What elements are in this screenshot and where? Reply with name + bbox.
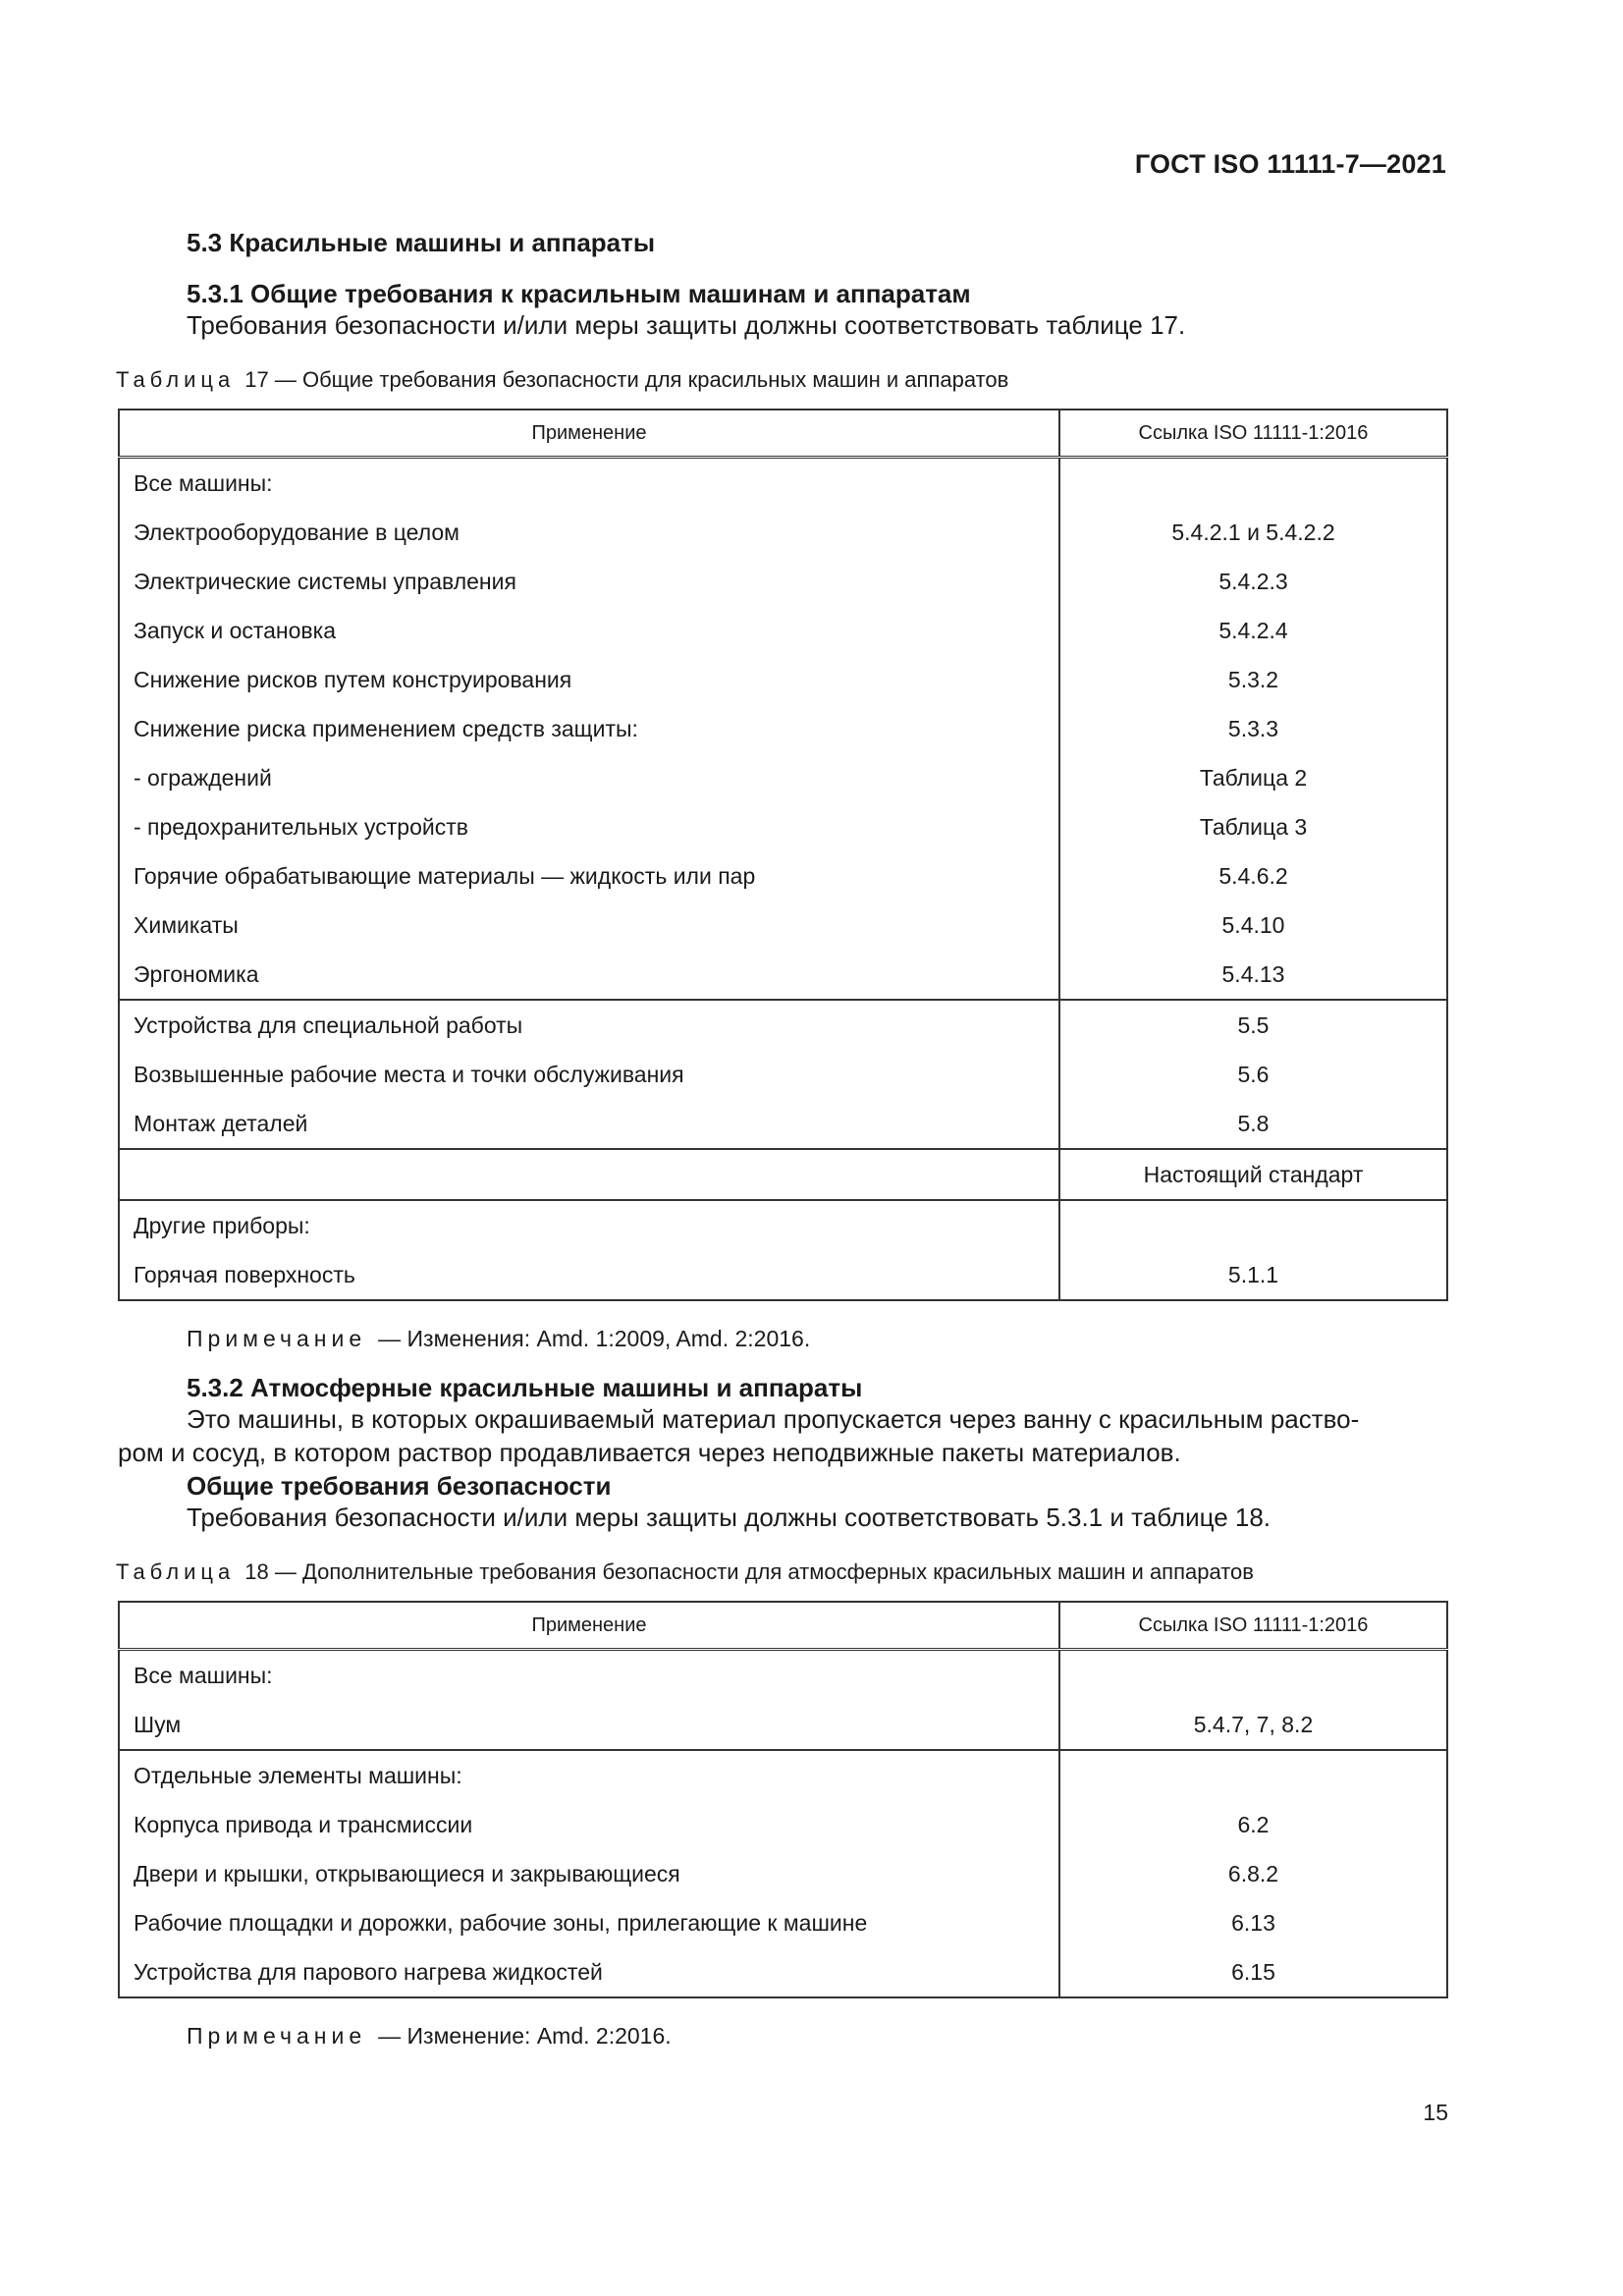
table18-caption bbox=[116, 1559, 1254, 1585]
cell-reference: 6.13 bbox=[1059, 1898, 1447, 1947]
cell-reference: 5.4.2.4 bbox=[1059, 606, 1447, 655]
cell-application: Устройства для специальной работы bbox=[119, 1000, 1059, 1050]
table17-caption-text: 17 — Общие требования безопасности для красильных машин и аппаратов bbox=[244, 367, 1009, 392]
table-row bbox=[119, 458, 1447, 509]
subsection-title-5-3-1: 5.3.1 Общие требования к красильным машинам и аппаратам bbox=[187, 279, 971, 308]
table18-note bbox=[187, 2023, 672, 2050]
subsection-text-5-3-1: Требования безопасности и/или меры защиты должны соответствовать таблице 17. bbox=[187, 310, 1186, 340]
table-row bbox=[119, 1149, 1447, 1200]
cell-application: Горячие обрабатывающие материалы — жидкость или пар bbox=[119, 851, 1059, 901]
cell-reference bbox=[1059, 1650, 1447, 1701]
cell-reference: 5.4.10 bbox=[1059, 901, 1447, 950]
cell-application: Монтаж деталей bbox=[119, 1099, 1059, 1149]
cell-application: Электрические системы управления bbox=[119, 557, 1059, 606]
cell-application: Возвышенные рабочие места и точки обслуживания bbox=[119, 1050, 1059, 1099]
cell-application: Снижение риска применением средств защиты: bbox=[119, 704, 1059, 753]
cell-application: Запуск и остановка bbox=[119, 606, 1059, 655]
cell-application: - ограждений bbox=[119, 753, 1059, 802]
cell-reference: 5.4.2.3 bbox=[1059, 557, 1447, 606]
table-row bbox=[119, 851, 1447, 901]
table-row bbox=[119, 1200, 1447, 1250]
table-row bbox=[119, 1050, 1447, 1099]
cell-reference bbox=[1059, 458, 1447, 509]
table-row bbox=[119, 1099, 1447, 1149]
table-row bbox=[119, 1898, 1447, 1947]
safety-requirements-text: Требования безопасности и/или меры защиты должны соответствовать 5.3.1 и таблице 18. bbox=[187, 1503, 1271, 1532]
cell-reference: 5.4.6.2 bbox=[1059, 851, 1447, 901]
cell-reference: 5.4.7, 7, 8.2 bbox=[1059, 1700, 1447, 1750]
cell-application: Снижение рисков путем конструирования bbox=[119, 655, 1059, 704]
table18 bbox=[118, 1601, 1448, 1998]
table-row bbox=[119, 1947, 1447, 1997]
table-row bbox=[119, 1800, 1447, 1849]
cell-application: Химикаты bbox=[119, 901, 1059, 950]
table-row bbox=[119, 901, 1447, 950]
table-row bbox=[119, 1700, 1447, 1750]
cell-application: Отдельные элементы машины: bbox=[119, 1750, 1059, 1800]
cell-application: - предохранительных устройств bbox=[119, 802, 1059, 851]
table-row bbox=[119, 704, 1447, 753]
cell-reference: 5.3.3 bbox=[1059, 704, 1447, 753]
table-row bbox=[119, 557, 1447, 606]
cell-application bbox=[119, 1149, 1059, 1200]
safety-requirements-title: Общие требования безопасности bbox=[187, 1471, 612, 1501]
cell-reference: 5.8 bbox=[1059, 1099, 1447, 1149]
section-title: 5.3 Красильные машины и аппараты bbox=[187, 228, 656, 257]
cell-reference: 6.8.2 bbox=[1059, 1849, 1447, 1898]
table-row bbox=[119, 1250, 1447, 1300]
cell-application: Электрооборудование в целом bbox=[119, 508, 1059, 557]
table17-note-label: Примечание bbox=[187, 1326, 367, 1351]
table-row bbox=[119, 1650, 1447, 1701]
cell-application: Горячая поверхность bbox=[119, 1250, 1059, 1300]
cell-reference: 6.15 bbox=[1059, 1947, 1447, 1997]
table17-header-application: Применение bbox=[119, 410, 1059, 458]
table17-caption bbox=[116, 367, 1008, 393]
table18-note-text: — Изменение: Amd. 2:2016. bbox=[378, 2023, 672, 2049]
cell-application: Устройства для парового нагрева жидкостей bbox=[119, 1947, 1059, 1997]
cell-reference bbox=[1059, 1200, 1447, 1250]
cell-application: Другие приборы: bbox=[119, 1200, 1059, 1250]
table-row bbox=[119, 508, 1447, 557]
page-number: 15 bbox=[1423, 2100, 1448, 2125]
document-code: ГОСТ ISO 11111-7—2021 bbox=[1134, 149, 1446, 179]
table17-note-text: — Изменения: Amd. 1:2009, Amd. 2:2016. bbox=[378, 1326, 811, 1351]
cell-application: Корпуса привода и трансмиссии bbox=[119, 1800, 1059, 1849]
cell-reference: 5.4.2.1 и 5.4.2.2 bbox=[1059, 508, 1447, 557]
subsection-title-5-3-2: 5.3.2 Атмосферные красильные машины и аппараты bbox=[187, 1373, 863, 1402]
cell-reference: 5.5 bbox=[1059, 1000, 1447, 1050]
cell-application: Все машины: bbox=[119, 458, 1059, 509]
cell-reference: 5.6 bbox=[1059, 1050, 1447, 1099]
cell-reference bbox=[1059, 1750, 1447, 1800]
subsection-text-5-3-2 bbox=[118, 1402, 1448, 1469]
subsection-text-line-1: Это машины, в которых окрашиваемый материал пропускается через ванну с красильным раство- bbox=[187, 1404, 1360, 1434]
table-row bbox=[119, 1000, 1447, 1050]
table-row bbox=[119, 1750, 1447, 1800]
cell-reference: 5.3.2 bbox=[1059, 655, 1447, 704]
cell-reference: Таблица 2 bbox=[1059, 753, 1447, 802]
table18-header-reference: Ссылка ISO 11111-1:2016 bbox=[1059, 1602, 1447, 1650]
cell-reference: Настоящий стандарт bbox=[1059, 1149, 1447, 1200]
cell-reference: Таблица 3 bbox=[1059, 802, 1447, 851]
table-row bbox=[119, 950, 1447, 1000]
cell-application: Двери и крышки, открывающиеся и закрывающиеся bbox=[119, 1849, 1059, 1898]
table-row bbox=[119, 1849, 1447, 1898]
table-row bbox=[119, 655, 1447, 704]
table-row bbox=[119, 802, 1447, 851]
table17-note bbox=[187, 1326, 810, 1352]
table17-caption-label: Таблица bbox=[116, 367, 236, 392]
table-row bbox=[119, 753, 1447, 802]
cell-application: Эргономика bbox=[119, 950, 1059, 1000]
cell-reference: 5.4.13 bbox=[1059, 950, 1447, 1000]
table18-note-label: Примечание bbox=[187, 2023, 367, 2049]
cell-application: Шум bbox=[119, 1700, 1059, 1750]
table18-caption-label: Таблица bbox=[116, 1559, 236, 1584]
cell-reference: 6.2 bbox=[1059, 1800, 1447, 1849]
cell-reference: 5.1.1 bbox=[1059, 1250, 1447, 1300]
table17 bbox=[118, 409, 1448, 1301]
table-row bbox=[119, 606, 1447, 655]
table18-caption-text: 18 — Дополнительные требования безопасности для атмосферных красильных машин и аппаратов bbox=[244, 1559, 1254, 1584]
subsection-text-line-2: ром и сосуд, в котором раствор продавливается через неподвижные пакеты материалов. bbox=[118, 1438, 1181, 1467]
table18-header-application: Применение bbox=[119, 1602, 1059, 1650]
cell-application: Рабочие площадки и дорожки, рабочие зоны, прилегающие к машине bbox=[119, 1898, 1059, 1947]
table17-header-reference: Ссылка ISO 11111-1:2016 bbox=[1059, 410, 1447, 458]
cell-application: Все машины: bbox=[119, 1650, 1059, 1701]
